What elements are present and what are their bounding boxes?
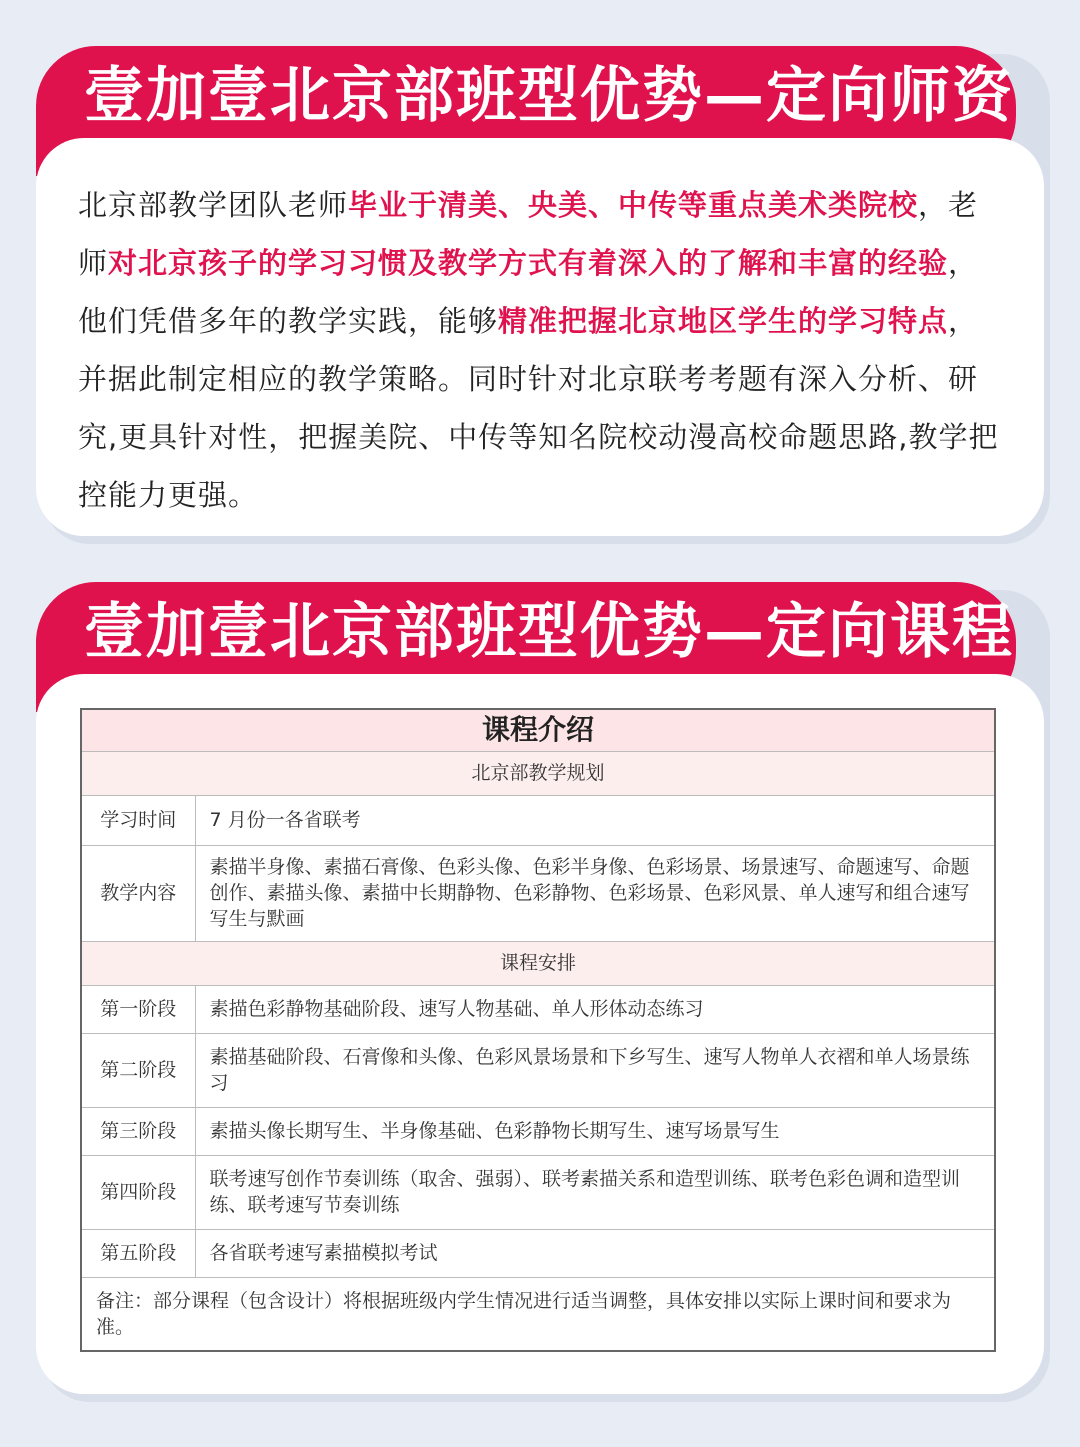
stage-value: 联考速写创作节奏训练（取舍、强弱）、联考素描关系和造型训练、联考色彩色调和造型训练、联考速写节奏训练 [195,1155,995,1229]
table-row [81,795,995,845]
stage-value: 素描头像长期写生、半身像基础、色彩静物长期写生、速写场景写生 [195,1107,995,1155]
highlight-graduates: 毕业于清美、央美、中传等重点美术类院校 [348,188,919,222]
row-label: 教学内容 [81,845,195,941]
stage-label: 第三阶段 [81,1107,195,1155]
table-row [81,1155,995,1229]
table-heading-row [81,709,995,751]
stage-label: 第二阶段 [81,1033,195,1107]
table-row [81,1107,995,1155]
row-value: 素描半身像、素描石膏像、色彩头像、色彩半身像、色彩场景、场景速写、命题速写、命题创作、素描头像、素描中长期静物、色彩静物、色彩场景、色彩风景、单人速写和组合速写写生与默画 [195,845,995,941]
plan-heading: 北京部教学规划 [81,751,995,795]
stage-label: 第四阶段 [81,1155,195,1229]
teacher-description [78,176,1008,524]
course-table [80,708,996,1352]
table-row [81,985,995,1033]
table-row [81,1033,995,1107]
stage-label: 第一阶段 [81,985,195,1033]
text-segment: ，并据此制定相应的教学策略。同时针对北京联考考题有深入分析、研究,更具针对性，把握美院、中传等知名院校动漫高校命题思路,教学把控能力更强。 [78,304,999,512]
highlight-experience: 对北京孩子的学习习惯及教学方式有着深入的了解和丰富的经验 [108,246,949,280]
table-subheading-row [81,941,995,985]
stage-value: 各省联考速写素描模拟考试 [195,1229,995,1277]
schedule-heading: 课程安排 [81,941,995,985]
section-title: 壹加壹北京部班型优势—定向课程 [84,597,1014,667]
table-row [81,1277,995,1351]
teacher-section-card [36,46,1044,536]
course-section-card [36,582,1044,1394]
section-title: 壹加壹北京部班型优势—定向师资 [84,61,1014,131]
text-segment: 北京部教学团队老师 [78,188,349,222]
row-label: 学习时间 [81,795,195,845]
text-segment: ，老师 [78,188,979,280]
table-subheading-row [81,751,995,795]
table-heading: 课程介绍 [81,709,995,751]
table-row [81,1229,995,1277]
highlight-learning-traits: 精准把握北京地区学生的学习特点 [498,304,949,338]
section-body [36,138,1044,536]
table-note: 备注：部分课程（包含设计）将根据班级内学生情况进行适当调整，具体安排以实际上课时间和要求为准。 [81,1277,995,1351]
stage-label: 第五阶段 [81,1229,195,1277]
stage-value: 素描色彩静物基础阶段、速写人物基础、单人形体动态练习 [195,985,995,1033]
table-row [81,845,995,941]
stage-value: 素描基础阶段、石膏像和头像、色彩风景场景和下乡写生、速写人物单人衣褶和单人场景练习 [195,1033,995,1107]
text-segment: ，他们凭借多年的教学实践，能够 [78,246,979,338]
row-value: 7 月份一各省联考 [195,795,995,845]
section-body [36,674,1044,1394]
